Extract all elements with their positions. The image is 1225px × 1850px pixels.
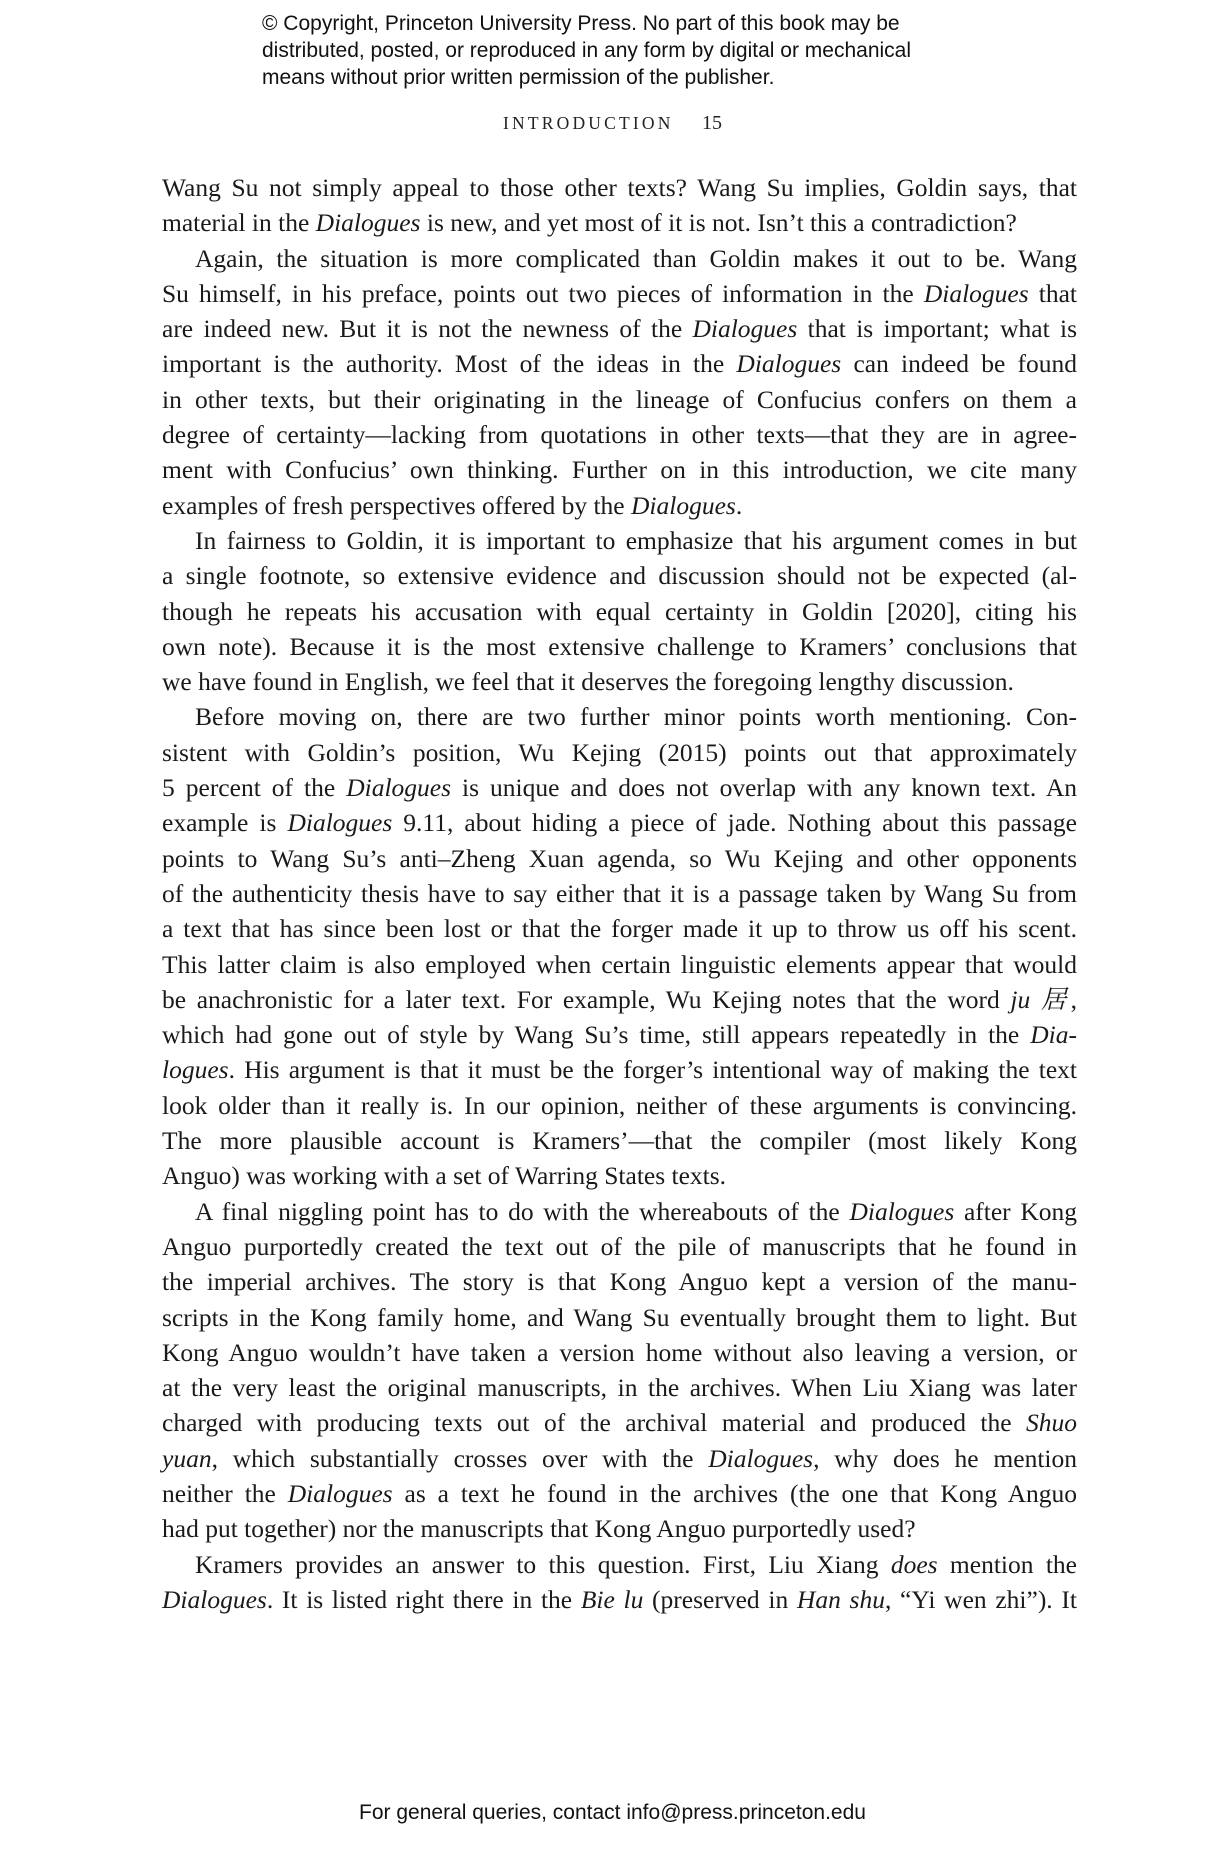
text-segment: Kong Anguo wouldn’t have taken a version home without also leaving a version, or [162, 1337, 1077, 1367]
text-segment: , “Yi wen zhi”). It [884, 1584, 1077, 1614]
text-segment: A final niggling point has to do with the whereabouts of the [195, 1196, 850, 1226]
text-segment: can indeed be found [841, 349, 1077, 379]
text-line [162, 664, 1077, 699]
text-segment: a single footnote, so extensive evidence and discussion should not be expected (al- [162, 561, 1077, 591]
italic-text: Dialogues [630, 490, 736, 520]
text-segment: had put together) nor the manuscripts that Kong Anguo purportedly used? [162, 1514, 916, 1544]
italic-text: Dialogues [287, 1478, 393, 1508]
italic-text: Dialogues [708, 1443, 814, 1473]
italic-text: Dialogues [849, 1196, 955, 1226]
text-segment: own note). Because it is the most extensive challenge to Kramers’ conclusions that [162, 631, 1077, 661]
text-segment: is unique and does not overlap with any known text. An [451, 773, 1077, 803]
text-line [162, 417, 1077, 452]
text-segment: important is the authority. Most of the ideas in the [162, 349, 737, 379]
text-segment: Su himself, in his preface, points out two pieces of information in the [162, 278, 924, 308]
text-segment: are indeed new. But it is not the newness of the [162, 314, 693, 344]
text-line [162, 1370, 1077, 1405]
text-line [162, 382, 1077, 417]
text-segment: that [1028, 278, 1077, 308]
text-segment: be anachronistic for a later text. For example, Wu Kejing notes that the word [162, 984, 1011, 1014]
text-line [162, 876, 1077, 911]
footer-contact: For general queries, contact info@press.princeton.edu [359, 1801, 866, 1824]
italic-text: Dia- [1030, 1020, 1077, 1050]
text-segment: material in the [162, 208, 316, 238]
text-line [162, 1441, 1077, 1476]
text-segment: example is [162, 808, 288, 838]
text-line [162, 205, 1077, 240]
text-line [162, 1547, 1077, 1582]
text-line [162, 911, 1077, 946]
text-segment: though he repeats his accusation with equal certainty in Goldin [2020], citing his [162, 596, 1077, 626]
text-line [162, 594, 1077, 629]
text-segment: at the very least the original manuscripts, in the archives. When Liu Xiang was later [162, 1373, 1077, 1403]
copyright-notice [262, 10, 1022, 91]
copyright-line: distributed, posted, or reproduced in any form by digital or mechanical [262, 39, 912, 62]
text-segment: sistent with Goldin’s position, Wu Kejing (2015) points out that approximately [162, 737, 1077, 767]
text-segment: which had gone out of style by Wang Su’s time, still appears repeatedly in the [162, 1020, 1031, 1050]
text-segment: after Kong [954, 1196, 1077, 1226]
text-segment: a text that has since been lost or that the forger made it up to throw us off his scent. [162, 914, 1077, 944]
text-line [162, 1405, 1077, 1440]
text-line [162, 982, 1077, 1017]
text-line [162, 1123, 1077, 1158]
text-line [162, 488, 1077, 523]
text-line [162, 1229, 1077, 1264]
text-segment: In fairness to Goldin, it is important to emphasize that his argument comes in but [195, 525, 1077, 555]
text-segment: ment with Confucius’ own thinking. Further on in this introduction, we cite many [162, 455, 1077, 485]
italic-text: yuan [162, 1443, 212, 1473]
body-text [162, 170, 1077, 1617]
italic-text: Dialogues [692, 314, 798, 344]
text-line [162, 1017, 1077, 1052]
text-line [162, 1582, 1077, 1617]
text-line [162, 241, 1077, 276]
italic-text: Shuo [1026, 1408, 1077, 1438]
text-segment: Kramers provides an answer to this question. First, Liu Xiang [195, 1549, 891, 1579]
text-segment: mention the [937, 1549, 1078, 1579]
text-segment: charged with producing texts out of the archival material and produced the [162, 1408, 1026, 1438]
text-line [162, 1335, 1077, 1370]
text-segment: (preserved in [643, 1584, 797, 1614]
copyright-line: means without prior written permission of the publisher. [262, 66, 775, 89]
text-line [162, 735, 1077, 770]
italic-text: Bie lu [580, 1584, 644, 1614]
text-line [162, 947, 1077, 982]
text-line [162, 1511, 1077, 1546]
text-segment: , which substantially crosses over with the [211, 1443, 709, 1473]
text-segment: as a text he found in the archives (the one that Kong Anguo [392, 1478, 1077, 1508]
page-number: 15 [701, 112, 722, 134]
text-line [162, 523, 1077, 558]
text-line [162, 770, 1077, 805]
text-line [162, 1264, 1077, 1299]
text-segment: This latter claim is also employed when certain linguistic elements appear that would [162, 949, 1077, 979]
text-line [162, 558, 1077, 593]
running-head [0, 112, 1225, 135]
running-head-title: INTRODUCTION [503, 113, 674, 133]
text-line [162, 699, 1077, 734]
text-line [162, 276, 1077, 311]
text-segment: Again, the situation is more complicated than Goldin makes it out to be. Wang [195, 243, 1077, 273]
italic-text: Dialogues [315, 208, 421, 238]
text-segment: 5 percent of the [162, 773, 347, 803]
text-segment: is new, and yet most of it is not. Isn’t this a contradiction? [420, 208, 1017, 238]
text-segment: in other texts, but their originating in the lineage of Confucius confers on them a [162, 384, 1077, 414]
text-line [162, 1158, 1077, 1193]
italic-text: Dialogues [736, 349, 842, 379]
text-line [162, 841, 1077, 876]
text-segment: the imperial archives. The story is that Kong Anguo kept a version of the manu- [162, 1267, 1077, 1297]
italic-text: logues [162, 1055, 229, 1085]
text-segment: 9.11, about hiding a piece of jade. Nothing about this passage [392, 808, 1077, 838]
text-line [162, 1300, 1077, 1335]
text-line [162, 1476, 1077, 1511]
text-segment: , why does he mention [813, 1443, 1077, 1473]
text-line [162, 1052, 1077, 1087]
text-segment: neither the [162, 1478, 288, 1508]
copyright-line: © Copyright, Princeton University Press. No part of this book may be [262, 12, 900, 35]
text-line [162, 311, 1077, 346]
text-line [162, 346, 1077, 381]
text-segment: . [735, 490, 743, 520]
text-segment: points to Wang Su’s anti–Zheng Xuan agenda, so Wu Kejing and other opponents [162, 843, 1077, 873]
italic-text: does [890, 1549, 938, 1579]
italic-text: Dialogues [162, 1584, 267, 1614]
text-segment: . It is listed right there in the [266, 1584, 581, 1614]
text-segment: scripts in the Kong family home, and Wang Su eventually brought them to light. But [162, 1302, 1077, 1332]
italic-text: Dialogues [346, 773, 452, 803]
text-line [162, 1194, 1077, 1229]
italic-text: Dialogues [287, 808, 393, 838]
text-segment: The more plausible account is Kramers’—that the compiler (most likely Kong [162, 1126, 1077, 1156]
text-segment: Anguo purportedly created the text out of the pile of manuscripts that he found in [162, 1231, 1077, 1261]
text-segment [1030, 985, 1041, 1014]
text-segment: degree of certainty—lacking from quotations in other texts—that they are in agree- [162, 420, 1077, 450]
text-segment: Anguo) was working with a set of Warring States texts. [162, 1161, 727, 1191]
text-segment: Before moving on, there are two further minor points worth mentioning. Con- [195, 702, 1077, 732]
text-line [162, 805, 1077, 840]
text-segment: look older than it really is. In our opinion, neither of these arguments is convincing. [162, 1090, 1077, 1120]
text-line [162, 629, 1077, 664]
text-line [162, 1088, 1077, 1123]
italic-text: 居 [1040, 984, 1071, 1014]
text-segment: of the authenticity thesis have to say either that it is a passage taken by Wang Su from [162, 878, 1077, 908]
text-segment: Wang Su not simply appeal to those other texts? Wang Su implies, Goldin says, that [162, 173, 1077, 202]
italic-text: ju [1010, 984, 1031, 1014]
text-segment: , [1070, 984, 1077, 1014]
text-segment: examples of fresh perspectives offered by the [162, 490, 631, 520]
text-segment: we have found in English, we feel that it deserves the foregoing lengthy discussion. [162, 667, 1014, 697]
text-segment: . His argument is that it must be the forger’s intentional way of making the text [228, 1055, 1077, 1085]
italic-text: Han shu [796, 1584, 885, 1614]
text-line [162, 170, 1077, 205]
italic-text: Dialogues [923, 278, 1029, 308]
text-segment: that is important; what is [797, 314, 1077, 344]
text-line [162, 452, 1077, 487]
